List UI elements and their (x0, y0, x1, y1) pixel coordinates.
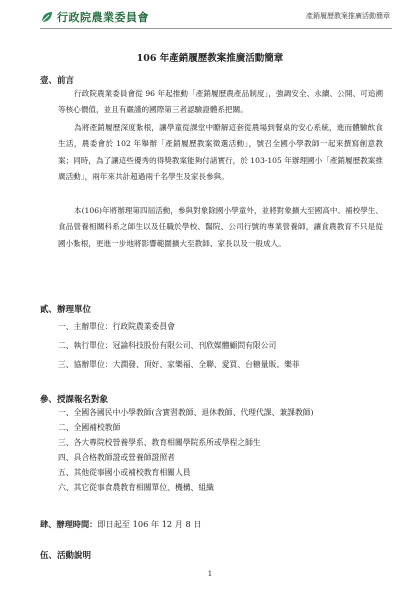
section-heading-schedule: 肆、辦理時間： (40, 519, 98, 529)
organizer-item: 二、執行單位：冠論科技股份有限公司、刊欣媒體顧問有限公司 (58, 341, 277, 350)
audience-item: 二、全國補校教師 (58, 423, 121, 432)
schedule-value: 即日起至 106 年 12 月 8 日 (97, 519, 202, 529)
audience-item: 三、各大專院校營養學系、教育相關學院系所或學程之師生 (58, 438, 261, 447)
audience-item: 一、全國各國民中小學教師(含實習教師、退休教師、代理代課、兼課教師) (58, 408, 314, 417)
leaf-logo-icon (40, 10, 54, 24)
section-heading-preface: 壹、前言 (40, 76, 75, 86)
organizer-item: 三、協辦單位：大潤發、頂好、家樂福、全聯、愛買、台糖量販、樂菲 (58, 360, 300, 369)
running-header: 產銷履歷教案推廣活動簡章 (306, 12, 390, 20)
audience-item: 六、其它從事食農教育相關單位、機構、組織 (58, 483, 214, 492)
section-heading-organizers: 貳、辦理單位 (40, 305, 92, 315)
preface-paragraph-3: 本(106)年將辦理第四屆活動，參與對象除國小學童外，並將對象擴大至國高中、補校學生、食品營養相關科系之師生以及任職於學校、醫院、公司行號的專業營養師，讓食農教育不只是從國小紮根，更進一步地將影響範圍擴大至教師、家長以及一般成人。 (58, 206, 383, 248)
header-divider (40, 28, 392, 29)
preface-paragraph-1: 行政院農業委員會從 96 年起推動「產銷履歷農產品制度」，強調安全、永續、公開、可追溯等核心價值，並且有嚴謹的國際第三者認驗證體系把關。 (58, 89, 383, 115)
audience-item: 四、具合格教師證或營養師證照者 (58, 453, 175, 462)
section-heading-audience: 參、授課報名對象 (40, 395, 109, 405)
org-name: 行政院農業委員會 (57, 11, 149, 24)
org-logo (40, 9, 149, 25)
audience-item: 五、其他從事國小或補校教育相關人員 (58, 468, 191, 477)
section-heading-activity: 伍、活動說明 (40, 551, 92, 561)
page-number: 1 (207, 570, 213, 578)
document-title: 106 年產銷履歷教案推廣活動簡章 (136, 53, 284, 64)
preface-paragraph-2: 為將產銷履歷深度紮根，讓學童從課堂中瞭解這套從農場到餐桌的安心系統，進而體驗飲食生活，農委會於 102 年舉辦「產銷履歷教案徵選活動」，號召全國小學教師一起來撰寫創意教案；同時，為了讓這些優秀的得獎教案能夠付諸實行，於 103-105 年辦理國小「產銷履歷教案推廣活動」，兩年來共計超過兩千名學生及家長參與。 (58, 123, 383, 181)
organizer-item: 一、主辦單位：行政院農業委員會 (58, 322, 175, 331)
schedule-line (40, 519, 202, 530)
